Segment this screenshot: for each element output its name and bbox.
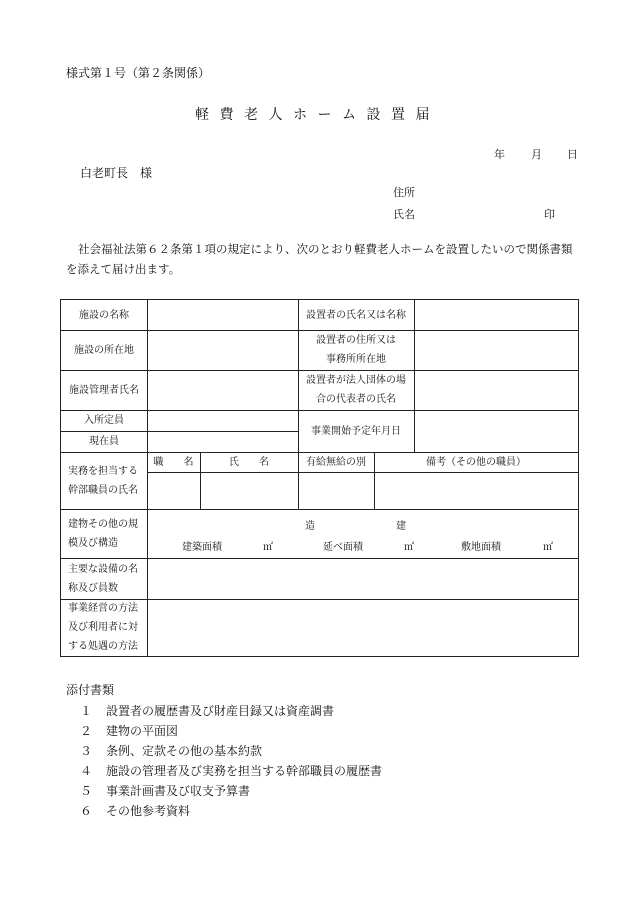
form-number: 様式第１号（第２条関係） xyxy=(66,66,211,80)
addressee: 白老町長 様 xyxy=(80,166,153,180)
list-item: ５ 事業計画書及び収支予算書 xyxy=(80,784,251,798)
founder-name-label: 設置者の氏名又は名称 xyxy=(306,309,406,321)
facility-location-label: 施設の所在地 xyxy=(74,344,134,356)
staff-name-field[interactable] xyxy=(200,472,298,509)
equipment-field[interactable] xyxy=(147,558,578,599)
application-table xyxy=(60,299,579,657)
building-label: 建物その他の規 模及び構造 xyxy=(68,518,138,549)
founder-address-field[interactable] xyxy=(414,330,578,370)
list-item: １ 設置者の履歴書及び財産目録又は資産調書 xyxy=(80,704,335,718)
address-label: 住所 xyxy=(393,186,415,199)
body-text: 社会福祉法第６２条第１項の規定により、次のとおり軽費老人ホームを設置したいので関係書類を添えて届け出ます。 xyxy=(66,242,573,276)
capacity-label: 入所定員 xyxy=(84,415,124,426)
staff-name-header: 氏 名 xyxy=(229,456,269,468)
facility-name-field[interactable] xyxy=(147,300,298,330)
management-field[interactable] xyxy=(147,599,578,656)
site-area-unit: ㎡ xyxy=(543,542,553,553)
current-field[interactable] xyxy=(147,431,298,452)
equipment-label: 主要な設備の名 称及び員数 xyxy=(68,563,138,594)
start-date-field[interactable] xyxy=(414,410,578,452)
date-month: 月 xyxy=(531,148,542,161)
staff-post-field[interactable] xyxy=(147,472,200,509)
staff-label: 実務を担当する 幹部職員の氏名 xyxy=(68,465,138,496)
staff-paid-header: 有給無給の別 xyxy=(306,456,366,468)
date-year: 年 xyxy=(494,148,505,161)
representative-field[interactable] xyxy=(414,370,578,410)
list-item: ２ 建物の平面図 xyxy=(80,724,179,738)
start-date-label: 事業開始予定年月日 xyxy=(311,425,401,437)
floor-area-label: 建築面積 xyxy=(182,542,222,553)
structure-ken: 建 xyxy=(396,521,406,532)
manager-name-field[interactable] xyxy=(147,370,298,410)
total-area-unit: ㎡ xyxy=(404,542,414,553)
site-area-label: 敷地面積 xyxy=(461,542,501,553)
facility-name-label: 施設の名称 xyxy=(79,309,129,321)
list-item: ６ その他参考資料 xyxy=(80,804,191,818)
date-day: 日 xyxy=(567,148,578,161)
floor-area-unit: ㎡ xyxy=(263,542,273,553)
manager-name-label: 施設管理者氏名 xyxy=(69,384,139,396)
attachments-heading: 添付書類 xyxy=(66,683,115,697)
structure-zou: 造 xyxy=(305,521,315,532)
list-item: ３ 条例、定款その他の基本約款 xyxy=(80,744,263,758)
name-label: 氏名 xyxy=(393,208,415,221)
founder-name-field[interactable] xyxy=(414,300,578,330)
seal-mark: 印 xyxy=(544,208,555,221)
staff-remarks-field[interactable] xyxy=(374,472,578,509)
founder-address-label: 設置者の住所又は 事務所所在地 xyxy=(316,335,396,365)
staff-paid-field[interactable] xyxy=(298,472,374,509)
staff-post-header: 職 名 xyxy=(153,456,194,468)
management-label: 事業経営の方法 及び利用者に対 する処遇の方法 xyxy=(68,603,138,652)
list-item: ４ 施設の管理者及び実務を担当する幹部職員の履歴書 xyxy=(80,764,383,778)
capacity-field[interactable] xyxy=(147,410,298,431)
staff-remarks-header: 備考（その他の職員） xyxy=(426,456,526,468)
facility-location-field[interactable] xyxy=(147,330,298,370)
representative-label: 設置者が法人団体の場 合の代表者の氏名 xyxy=(306,375,406,405)
current-label: 現在員 xyxy=(89,436,119,447)
total-area-label: 延べ面積 xyxy=(323,542,363,553)
page-title: 軽費老人ホーム設置届 xyxy=(195,107,440,123)
